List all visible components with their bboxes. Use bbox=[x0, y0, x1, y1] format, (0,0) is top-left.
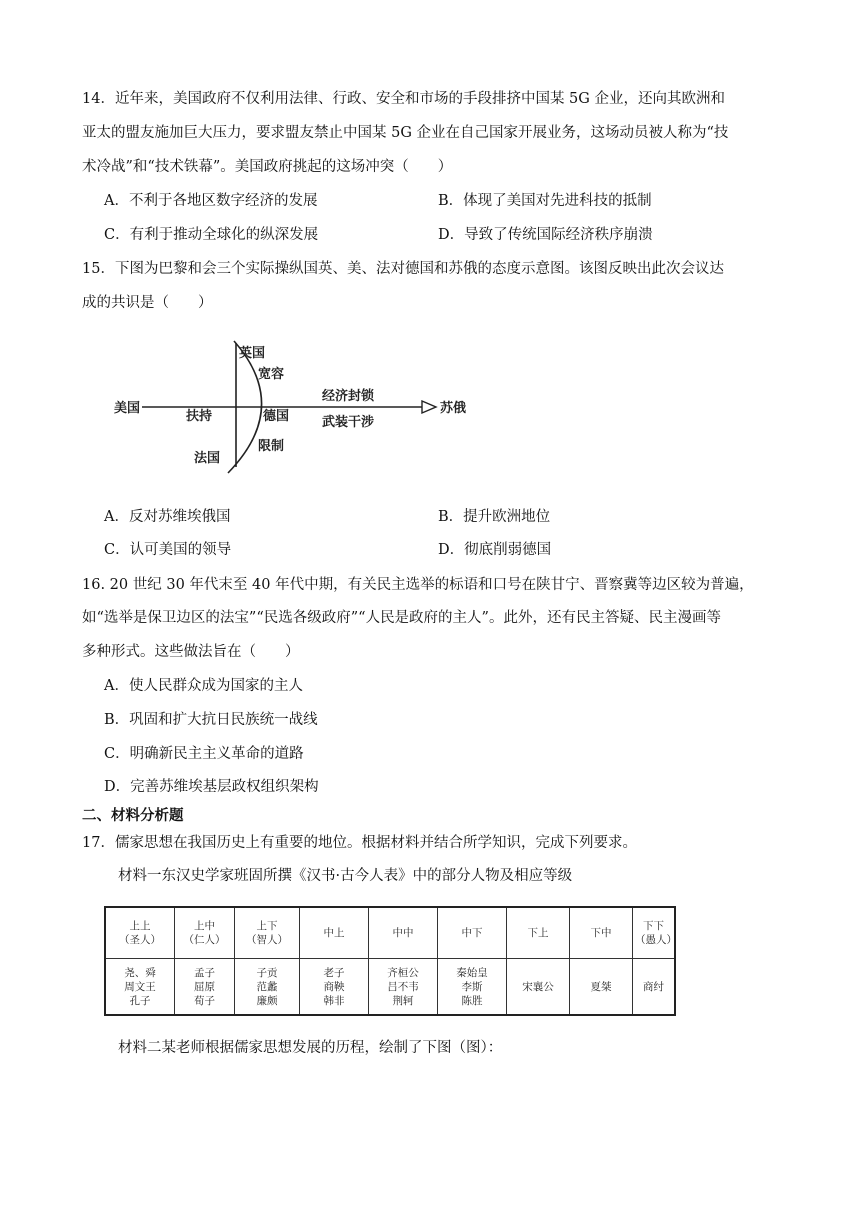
section-title: 二、材料分析题 bbox=[82, 808, 184, 824]
q16-option-b[interactable]: B．巩固和扩大抗日民族统一战线 bbox=[104, 712, 318, 728]
q17-intro: 17．儒家思想在我国历史上有重要的地位。根据材料并结合所学知识，完成下列要求。 bbox=[82, 835, 637, 851]
q15-option-b[interactable]: B．提升欧洲地位 bbox=[438, 509, 551, 525]
table-cell: 孟子 屈原 荀子 bbox=[175, 959, 235, 1016]
table-header-cell: 下下 （愚人） bbox=[633, 907, 676, 959]
q14-option-a[interactable]: A．不利于各地区数字经济的发展 bbox=[104, 193, 318, 209]
q14-stem-line-1: 14．近年来，美国政府不仅利用法律、行政、安全和市场的手段排挤中国某 5G 企业，还向其欧洲和 bbox=[82, 91, 725, 107]
q16-stem-line-1: 16. 20 世纪 30 年代末至 40 年代中期，有关民主选举的标语和口号在陕甘宁、晋察冀等边区较为普遍， bbox=[82, 577, 754, 593]
q17-material-1: 材料一东汉史学家班固所撰《汉书·古今人表》中的部分人物及相应等级 bbox=[118, 868, 573, 884]
table-row bbox=[105, 959, 675, 1016]
table-cell: 商纣 bbox=[633, 959, 676, 1016]
table-header-cell: 上中 （仁人） bbox=[175, 907, 235, 959]
table-cell: 尧、舜 周文王 孔子 bbox=[105, 959, 175, 1016]
q15-option-c[interactable]: C．认可美国的领导 bbox=[104, 542, 232, 558]
label-france: 法国 bbox=[194, 451, 221, 466]
ancient-figures-table bbox=[104, 906, 676, 1016]
label-lenient: 宽容 bbox=[258, 367, 285, 382]
q16-stem-line-3: 多种形式。这些做法旨在（ ） bbox=[82, 644, 300, 660]
q16-option-a[interactable]: A．使人民群众成为国家的主人 bbox=[104, 678, 303, 694]
q15-option-d[interactable]: D．彻底削弱德国 bbox=[438, 542, 552, 558]
table-header-cell: 中下 bbox=[438, 907, 507, 959]
label-support: 扶持 bbox=[186, 409, 213, 424]
q15-stem-line-2: 成的共识是（ ） bbox=[82, 295, 213, 311]
q14-option-b[interactable]: B．体现了美国对先进科技的抵制 bbox=[438, 193, 652, 209]
q16-stem-line-2: 如“选举是保卫边区的法宝”“民选各级政府”“人民是政府的主人”。此外，还有民主答疑、民主漫画等 bbox=[82, 610, 721, 626]
q16-option-d[interactable]: D．完善苏维埃基层政权组织架构 bbox=[104, 779, 319, 795]
q16-option-c[interactable]: C．明确新民主主义革命的道路 bbox=[104, 746, 304, 762]
table-cell: 宋襄公 bbox=[507, 959, 570, 1016]
table-cell: 夏桀 bbox=[570, 959, 633, 1016]
table-cell: 老子 商鞅 韩非 bbox=[300, 959, 369, 1016]
table-header-cell: 下中 bbox=[570, 907, 633, 959]
table-header-cell: 上下 （智人） bbox=[235, 907, 300, 959]
q15-stem-line-1: 15．下图为巴黎和会三个实际操纵国英、美、法对德国和苏俄的态度示意图。该图反映出此次会议达 bbox=[82, 261, 724, 277]
arrow-head-icon bbox=[422, 401, 436, 413]
q14-option-c[interactable]: C．有利于推动全球化的纵深发展 bbox=[104, 227, 319, 243]
q15-option-a[interactable]: A．反对苏维埃俄国 bbox=[104, 509, 231, 525]
q14-stem-line-2: 亚太的盟友施加巨大压力，要求盟友禁止中国某 5G 企业在自己国家开展业务，这场动员被人称为“技 bbox=[82, 125, 729, 141]
q17-material-2: 材料二某老师根据儒家思想发展的历程，绘制了下图（图）： bbox=[118, 1040, 503, 1056]
label-russia: 苏俄 bbox=[440, 401, 467, 416]
table-header-cell: 中中 bbox=[369, 907, 438, 959]
label-intervention: 武装干涉 bbox=[322, 415, 375, 430]
table-cell: 秦始皇 李斯 陈胜 bbox=[438, 959, 507, 1016]
label-usa: 美国 bbox=[114, 401, 141, 416]
label-blockade: 经济封锁 bbox=[322, 389, 375, 404]
table-header-cell: 下上 bbox=[507, 907, 570, 959]
label-germany: 德国 bbox=[263, 409, 290, 424]
paris-conference-diagram bbox=[100, 335, 480, 485]
q14-option-d[interactable]: D．导致了传统国际经济秩序崩溃 bbox=[438, 227, 653, 243]
label-restrict: 限制 bbox=[258, 439, 285, 454]
label-britain: 英国 bbox=[239, 346, 266, 361]
table-cell: 齐桓公 吕不韦 荆轲 bbox=[369, 959, 438, 1016]
q14-stem-line-3: 术冷战”和“技术铁幕”。美国政府挑起的这场冲突（ ） bbox=[82, 159, 453, 175]
table-header-row bbox=[105, 907, 675, 959]
table-header-cell: 上上 （圣人） bbox=[105, 907, 175, 959]
table-header-cell: 中上 bbox=[300, 907, 369, 959]
table-cell: 子贡 范蠡 廉颇 bbox=[235, 959, 300, 1016]
